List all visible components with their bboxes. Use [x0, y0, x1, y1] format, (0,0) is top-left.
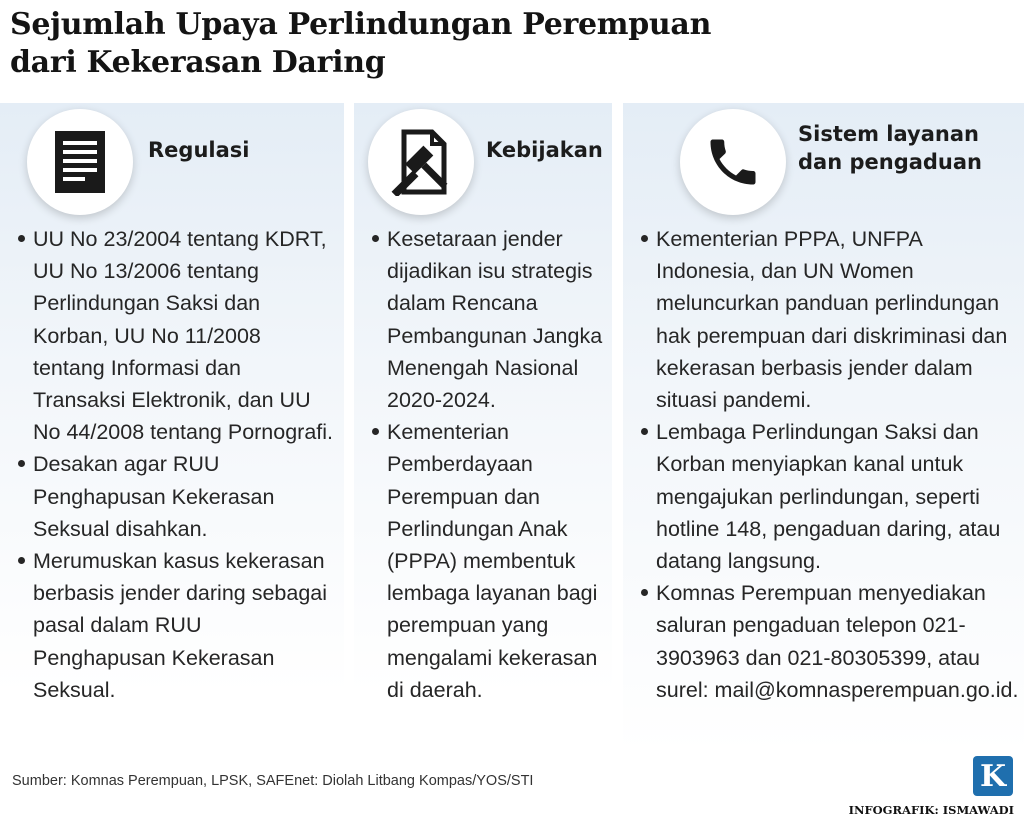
regulasi-list: [16, 223, 334, 706]
kebijakan-list: [370, 223, 608, 706]
list-item: Komnas Perempuan menyediakan saluran pengaduan telepon 021-3903963 dan 021-80305399, atau surel: mail@komnasperempuan.go.id.: [639, 577, 1019, 706]
column-sistem-layanan: [623, 103, 1024, 753]
list-item: UU No 23/2004 tentang KDRT, UU No 13/2006 tentang Perlindungan Saksi dan Korban, UU No 11/2008 tentang Informasi dan Transaksi Elektronik, dan UU No 44/2008 tentang Pornografi.: [16, 223, 334, 448]
list-item: Merumuskan kasus kekerasan berbasis jender daring sebagai pasal dalam RUU Penghapusan Kekerasan Seksual.: [16, 545, 334, 706]
title-line-2: dari Kekerasan Daring: [10, 45, 386, 80]
title-line-1: Sejumlah Upaya Perlindungan Perempuan: [10, 7, 712, 42]
kompas-logo: K: [973, 756, 1013, 796]
infographic-credit: INFOGRAFIK: ISMAWADI: [848, 803, 1014, 817]
column-regulasi: [0, 103, 344, 702]
column-kebijakan: [354, 103, 612, 702]
list-item: Desakan agar RUU Penghapusan Kekerasan Seksual disahkan.: [16, 448, 334, 545]
sistem-layanan-list: [639, 223, 1019, 706]
heading-sistem-layanan: [798, 120, 982, 176]
heading-regulasi: Regulasi: [148, 138, 250, 162]
list-item: Lembaga Perlindungan Saksi dan Korban menyiapkan kanal untuk mengajukan perlindungan, seperti hotline 148, pengaduan daring, atau datang langsung.: [639, 416, 1019, 577]
document-icon: [27, 109, 133, 215]
heading-kebijakan: Kebijakan: [486, 138, 603, 162]
source-note: Sumber: Komnas Perempuan, LPSK, SAFEnet: Diolah Litbang Kompas/YOS/STI: [12, 773, 534, 789]
gavel-document-icon: [368, 109, 474, 215]
heading-line-2: dan pengaduan: [798, 150, 982, 174]
phone-icon: [680, 109, 786, 215]
heading-line-1: Sistem layanan: [798, 122, 979, 146]
page-title: [10, 6, 910, 82]
list-item: Kesetaraan jender dijadikan isu strategis dalam Rencana Pembangunan Jangka Menengah Nasional 2020-2024.: [370, 223, 608, 416]
list-item: Kementerian Pemberdayaan Perempuan dan Perlindungan Anak (PPPA) membentuk lembaga layanan bagi perempuan yang mengalami kekerasan di daerah.: [370, 416, 608, 706]
list-item: Kementerian PPPA, UNFPA Indonesia, dan UN Women meluncurkan panduan perlindungan hak perempuan dari diskriminasi dan kekerasan berbasis jender dalam situasi pandemi.: [639, 223, 1019, 416]
